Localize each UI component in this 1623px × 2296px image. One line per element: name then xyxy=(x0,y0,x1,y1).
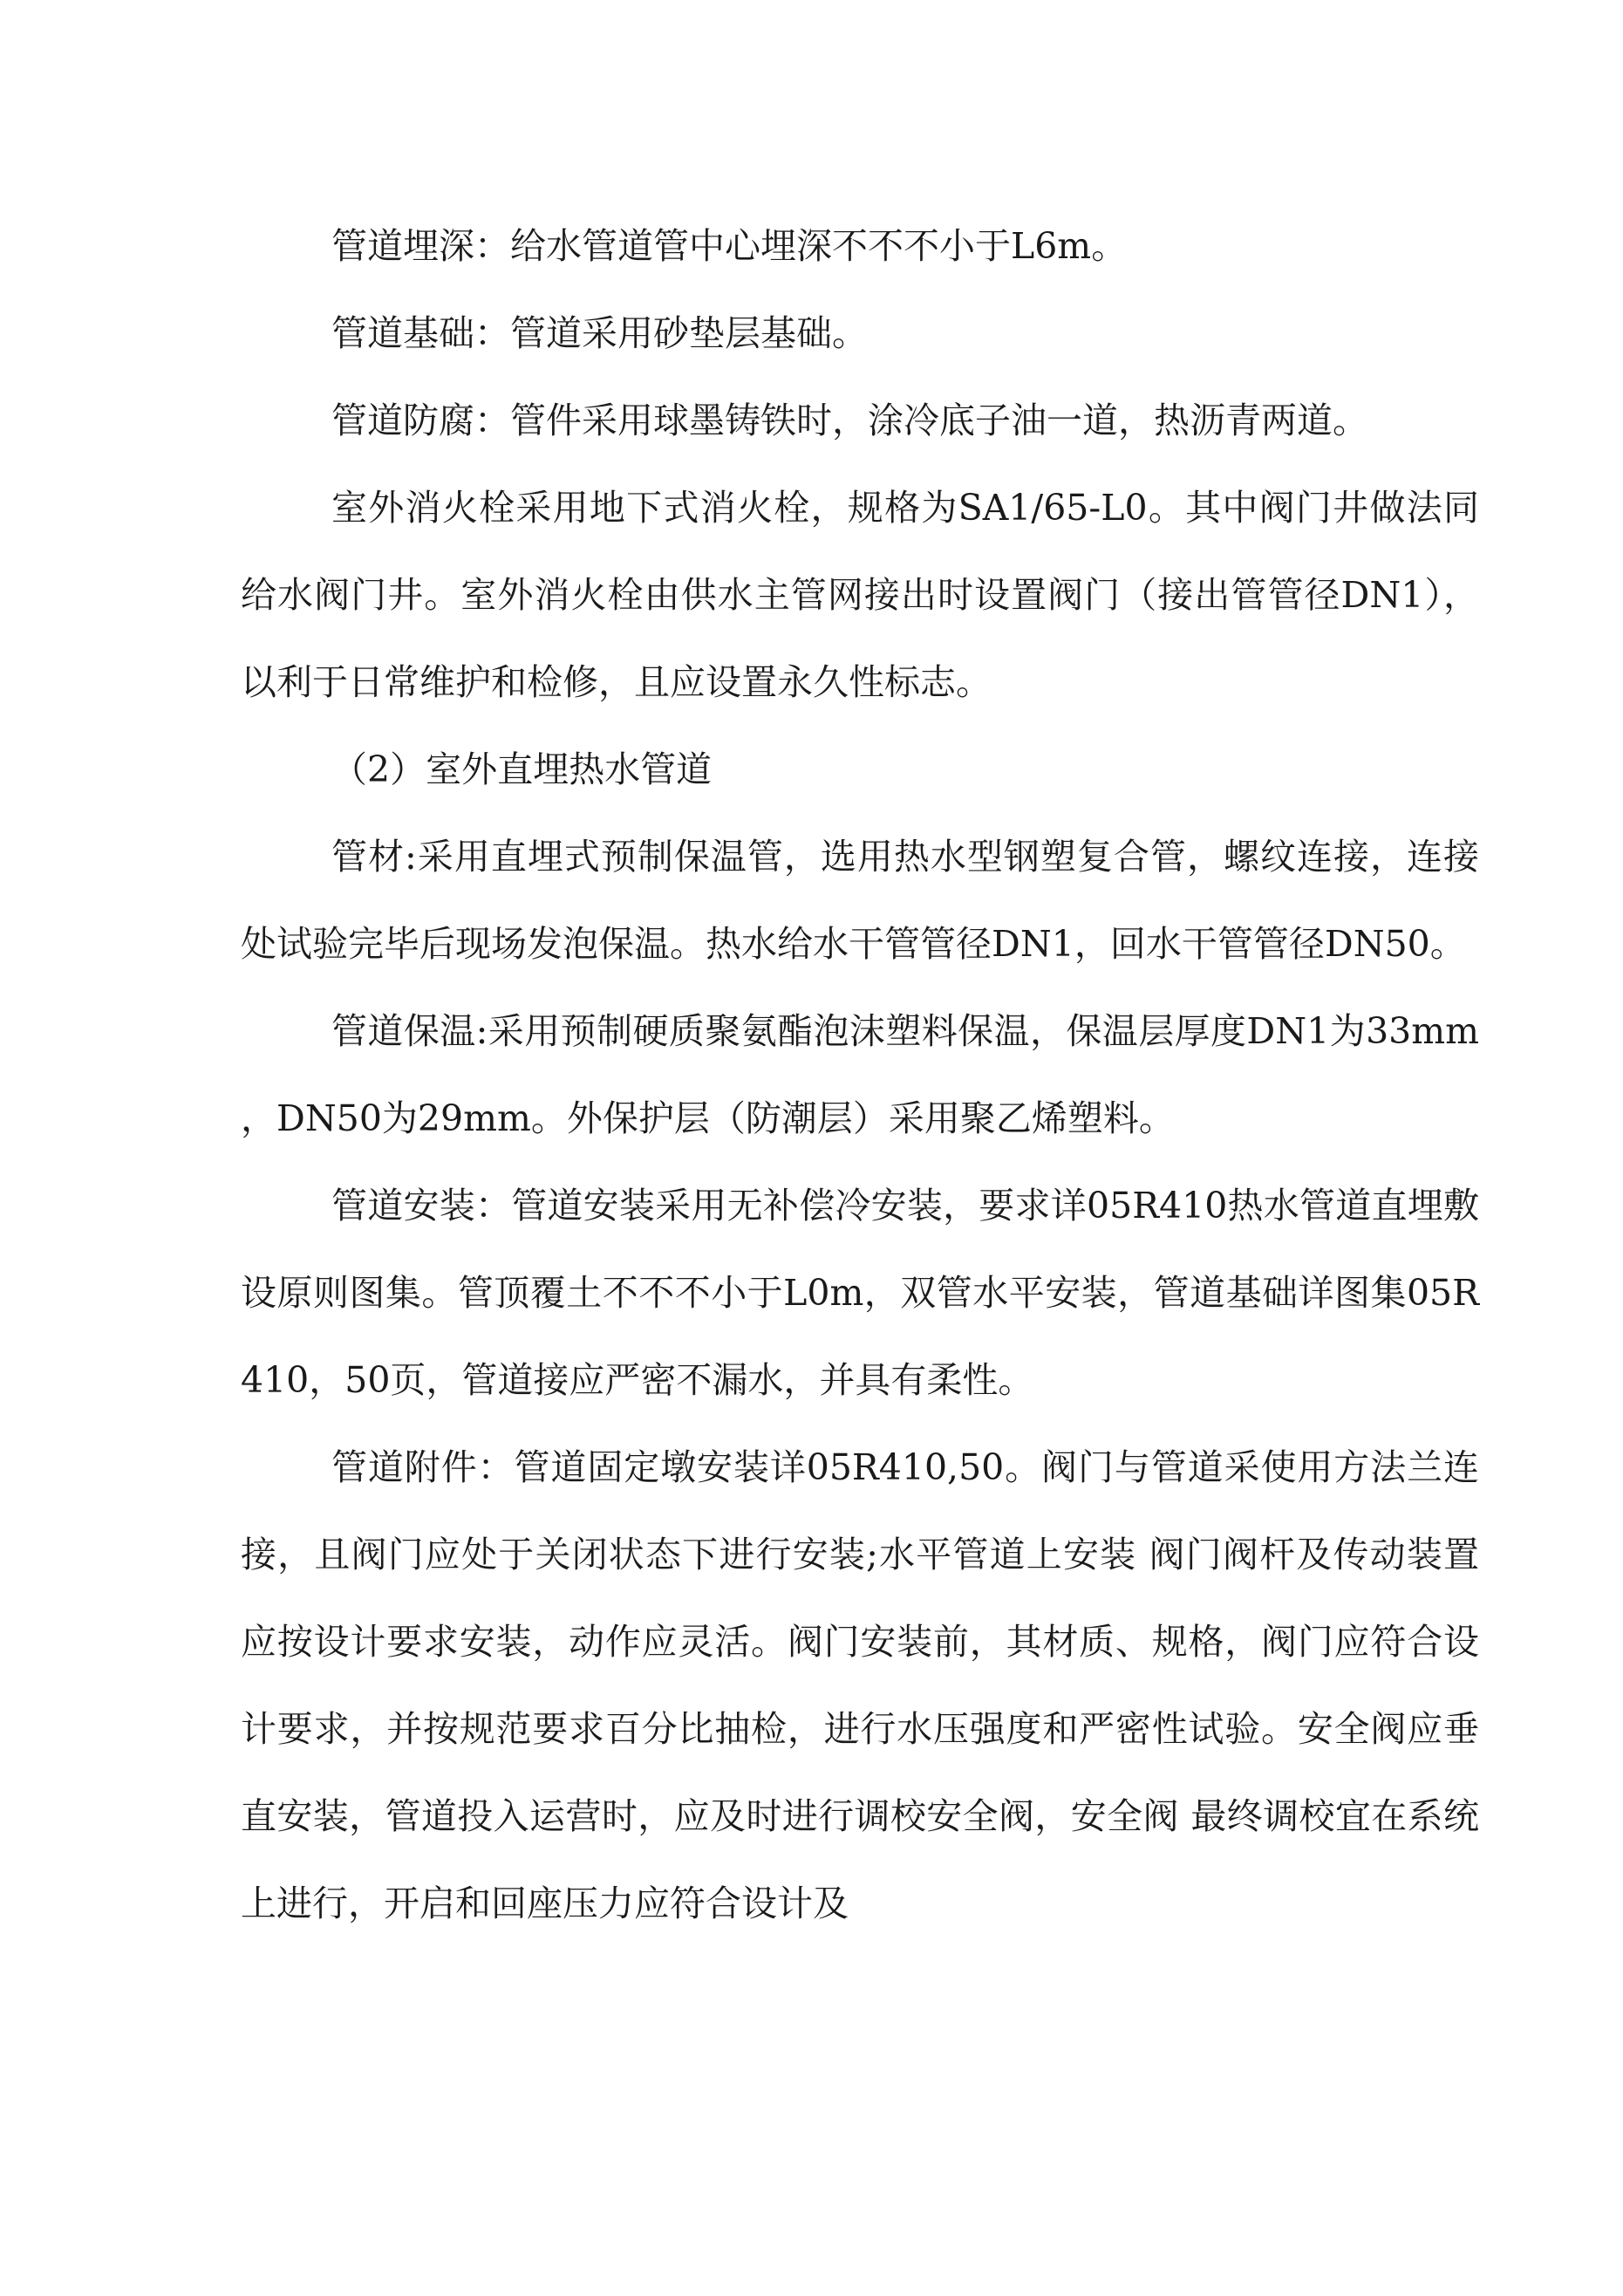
paragraph-pipe-installation: 管道安装：管道安装采用无补偿冷安装，要求详05R410热水管道直埋敷设原则图集。管顶覆土不不不小于L0m，双管水平安装，管道基础详图集05R410，50页，管道接应严密不漏水，并具有柔性。 xyxy=(241,1185,1479,1401)
paragraph-pipe-material: 管材:采用直埋式预制保温管，选用热水型钢塑复合管，螺纹连接，连接处试验完毕后现场发泡保温。热水给水干管管径DN1，回水干管管径DN50。 xyxy=(241,836,1479,965)
paragraph-pipe-fittings: 管道附件：管道固定墩安装详05R410,50。阀门与管道采使用方法兰连接，且阀门应处于关闭状态下进行安装;水平管道上安装 阀门阀杆及传动装置应按设计要求安装，动作应灵活。阀门安装前，其材质、规格，阀门应符合设计要求，并按规范要求百分比抽检，进行水压强度和严密性试验。安全阀应垂直安装，管道投入运营时，应及时进行调校安全阀，安全阀 最终调校宜在系统上进行，开启和回座压力应符合设计及 xyxy=(241,1446,1479,1924)
paragraph-fire-hydrant: 室外消火栓采用地下式消火栓，规格为SA1/65-L0。其中阀门井做法同给水阀门井。室外消火栓由供水主管网接出时设置阀门（接出管管径DN1），以利于日常维护和检修，且应设置永久性标志。 xyxy=(241,487,1479,703)
document-body xyxy=(241,202,1479,1947)
paragraph-pipe-anticorrosion: 管道防腐：管件采用球墨铸铁时，涂冷底子油一道，热沥青两道。 xyxy=(331,400,1368,441)
paragraph-pipe-insulation: 管道保温:采用预制硬质聚氨酯泡沫塑料保温，保温层厚度DN1为33mm，DN50为29mm。外保护层（防潮层）采用聚乙烯塑料。 xyxy=(241,1010,1479,1139)
paragraph-pipe-depth: 管道埋深：给水管道管中心埋深不不不小于L6m。 xyxy=(331,225,1128,267)
paragraph-pipe-foundation: 管道基础：管道采用砂垫层基础。 xyxy=(331,312,868,354)
section-heading-hot-water-pipe: （2）室外直埋热水管道 xyxy=(331,748,713,790)
